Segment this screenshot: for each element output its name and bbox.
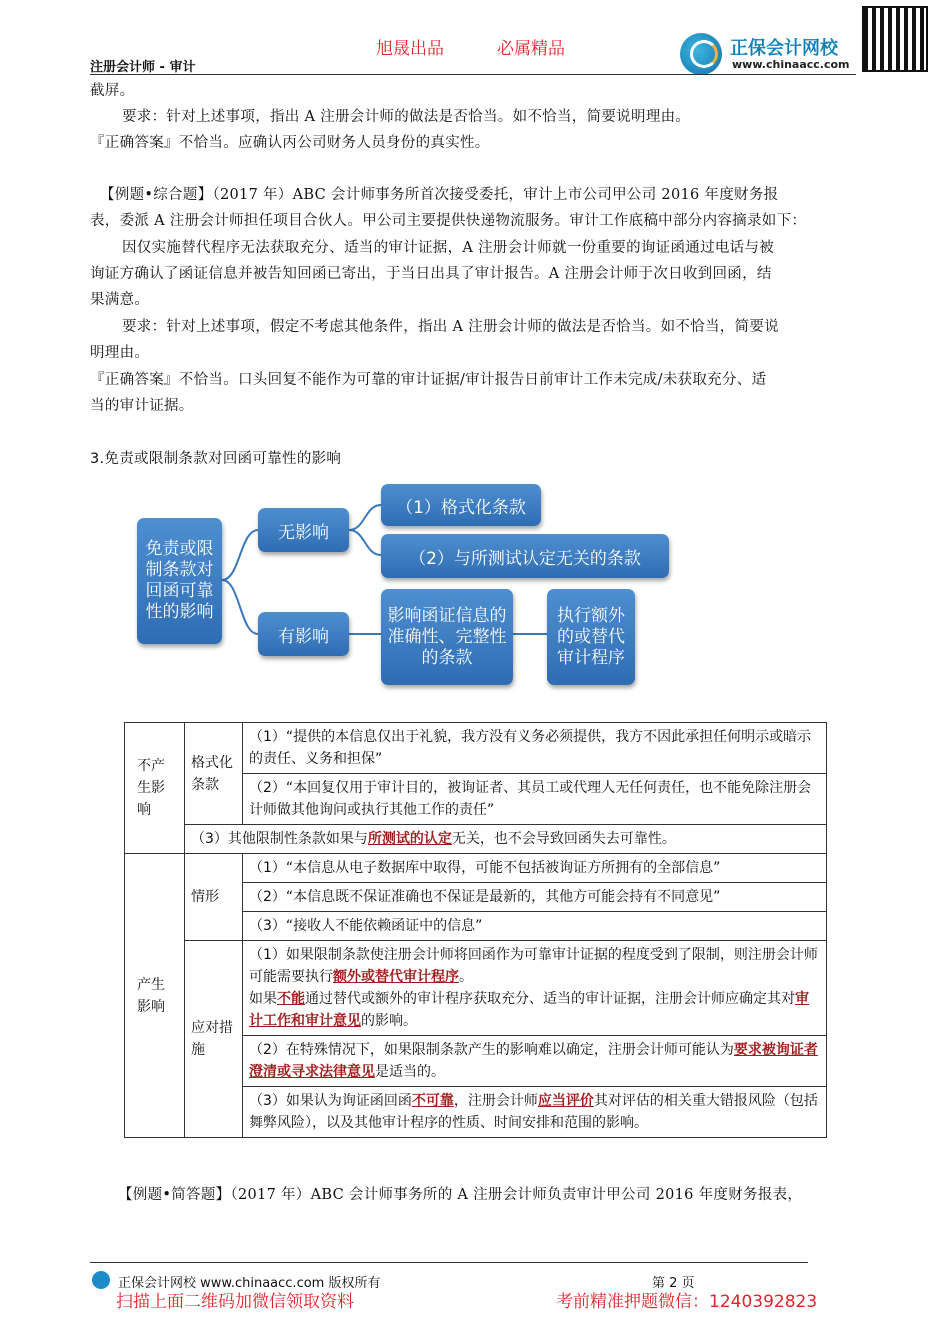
page-number: 第 2 页 (652, 1276, 695, 1291)
answer: 『正确答案』不恰当。应确认丙公司财务人员身份的真实性。 (90, 135, 490, 151)
table-row (125, 941, 827, 1036)
footer-copyright: 正保会计网校 www.chinaacc.com 版权所有 (118, 1276, 381, 1291)
diagram-extra-procedure-node: 执行额外的或替代审计程序 (547, 589, 635, 685)
promo-right: 考前精准押题微信：1240392823 (556, 1292, 818, 1312)
situation-label: 情形 (185, 854, 243, 941)
diagram-has-effect-node: 有影响 (258, 612, 349, 656)
header-slogan-right: 必属精品 (497, 39, 565, 59)
paragraph: 明理由。 (90, 345, 150, 361)
paragraph: 因仅实施替代程序无法获取充分、适当的审计证据，A 注册会计师就一份重要的询证函通过电话与被 (122, 240, 775, 256)
diagram-accuracy-clause-node: 影响函证信息的准确性、完整性的条款 (381, 589, 513, 685)
table-cell: （2）在特殊情况下，如果限制条款产生的影响难以确定，注册会计师可能认为要求被询证者澄清或寻求法律意见是适当的。 (243, 1036, 827, 1087)
diagram-unrelated-clause-node: （2）与所测试认定无关的条款 (381, 534, 669, 578)
table-cell: （3）其他限制性条款如果与所测试的认定无关，也不会导致回函失去可靠性。 (185, 825, 827, 854)
section-title: 3.免责或限制条款对回函可靠性的影响 (90, 451, 342, 467)
footer-logo-icon (92, 1271, 110, 1289)
table-cell: （3）如果认为询证函回函不可靠，注册会计师应当评价其对评估的相关重大错报风险（包括舞弊风险），以及其他审计程序的性质、时间安排和范围的影响。 (243, 1087, 827, 1138)
table-row (125, 825, 827, 854)
response-label: 应对措施 (185, 941, 243, 1138)
header-subject: 注册会计师 - 审计 (90, 60, 196, 75)
footer-divider (90, 1262, 808, 1263)
no-effect-label: 不产生影响 (125, 723, 185, 854)
header-slogan-left: 旭晟出品 (376, 39, 444, 59)
table-cell: （2）“本回复仅用于审计目的，被询证者、其员工或代理人无任何责任，也不能免除注册会计师做其他询问或执行其他工作的责任” (243, 774, 827, 825)
diagram-no-effect-node: 无影响 (258, 508, 349, 552)
table-row (125, 854, 827, 883)
answer: 『正确答案』不恰当。口头回复不能作为可靠的审计证据/审计报告日前审计工作未完成/未获取充分、适 (90, 372, 767, 388)
table-cell: （1）如果限制条款使注册会计师将回函作为可靠审计证据的程度受到了限制，则注册会计师可能需要执行额外或替代审计程序。 如果不能通过替代或额外的审计程序获取充分、适当的审计证据，注册会计师应确定其对审计工作和审计意见的影响。 (243, 941, 827, 1036)
promo-left: 扫描上面二维码加微信领取资料 (116, 1292, 354, 1312)
example-title: 【例题•综合题】（2017 年）ABC 会计师事务所首次接受委托，审计上市公司甲公司 2016 年度财务报 (100, 187, 779, 203)
logo-url: www.chinaacc.com (732, 58, 850, 71)
has-effect-label: 产生影响 (125, 854, 185, 1138)
table-cell: （1）“本信息从电子数据库中取得，可能不包括被询证方所拥有的全部信息” (243, 854, 827, 883)
paragraph: 要求：针对上述事项，指出 A 注册会计师的做法是否恰当。如不恰当，简要说明理由。 (122, 109, 691, 125)
logo-name: 正保会计网校 (730, 38, 838, 59)
diagram-root-node: 免责或限制条款对回函可靠性的影响 (137, 518, 222, 644)
paragraph: 果满意。 (90, 292, 150, 308)
paragraph: 要求：针对上述事项，假定不考虑其他条件，指出 A 注册会计师的做法是否恰当。如不恰当，简要说 (122, 319, 779, 335)
limitation-clause-table (124, 722, 827, 1138)
format-clause-label: 格式化条款 (185, 723, 243, 825)
paragraph: 表，委派 A 注册会计师担任项目合伙人。甲公司主要提供快递物流服务。审计工作底稿中部分内容摘录如下： (90, 213, 807, 229)
example-title: 【例题•简答题】（2017 年）ABC 会计师事务所的 A 注册会计师负责审计甲公司 2016 年度财务报表， (118, 1187, 803, 1203)
table-row (125, 723, 827, 774)
paragraph: 询证方确认了函证信息并被告知回函已寄出，于当日出具了审计报告。A 注册会计师于次日收到回函，结 (90, 266, 772, 282)
table-cell: （1）“提供的本信息仅出于礼貌，我方没有义务必须提供，我方不因此承担任何明示或暗示的责任、义务和担保” (243, 723, 827, 774)
table-cell: （3）“接收人不能依赖函证中的信息” (243, 912, 827, 941)
table-cell: （2）“本信息既不保证准确也不保证是最新的，其他方可能会持有不同意见” (243, 883, 827, 912)
diagram-format-clause-node: （1）格式化条款 (381, 484, 541, 526)
paragraph: 截屏。 (90, 83, 135, 99)
answer: 当的审计证据。 (90, 398, 194, 414)
